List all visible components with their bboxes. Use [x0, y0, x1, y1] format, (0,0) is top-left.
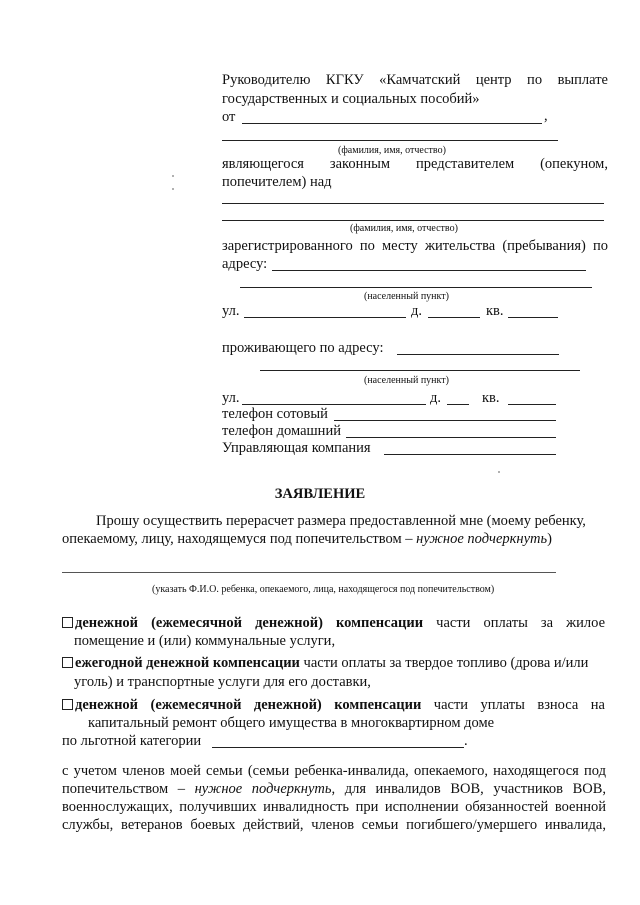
para-line-2: попечительством – нужное подчеркнуть, для инвалидов ВОВ, участников ВОВ,: [62, 781, 607, 797]
street-label-1: ул.: [222, 303, 240, 319]
representative-line-2: попечителем) над: [222, 174, 332, 190]
registration-locality-line[interactable]: [240, 287, 592, 288]
home-phone-label: телефон домашний: [222, 423, 341, 439]
house-label-2: д.: [430, 390, 442, 406]
flat-input-line-1[interactable]: [508, 317, 558, 318]
addressee-line-1: Руководителю КГКУ «Камчатский центр по выплате: [222, 72, 608, 88]
option-2-checkbox[interactable]: [62, 657, 73, 668]
option-2: ежегодной денежной компенсации части оплаты за твердое топливо (дрова и/или: [62, 655, 588, 672]
para-line-1: с учетом членов моей семьи (семьи ребенка-инвалида, опекаемого, находящегося под: [62, 763, 606, 779]
option-3: денежной (ежемесячной денежной) компенсации части уплаты взноса на: [62, 697, 606, 714]
para-line-4: службы, ветеранов боевых действий, членов семьи погибшего/умершего инвалида,: [62, 817, 606, 833]
registration-address-label: адресу:: [222, 256, 268, 272]
from-label: от: [222, 109, 236, 125]
from-comma: ,: [544, 108, 548, 124]
category-end: .: [464, 733, 468, 749]
representative-line-1: являющегося законным представителем (опекуном,: [222, 156, 608, 172]
living-address-label: проживающего по адресу:: [222, 340, 384, 356]
locality-caption-1: (населенный пункт): [364, 291, 449, 302]
para-line-3: военнослужащих, получивших инвалидность при исполнении обязанностей военной: [62, 799, 606, 815]
option-3-line-2: капитальный ремонт общего имущества в многоквартирном доме: [88, 715, 495, 731]
option-2-line-2: уголь) и транспортные услуги для его доставки,: [74, 674, 371, 690]
addressee-line-2: государственных и социальных пособий»: [222, 91, 480, 107]
from-input-line-2[interactable]: [222, 140, 558, 141]
category-input-line[interactable]: [212, 747, 464, 748]
scan-speck: [172, 175, 174, 177]
street-label-2: ул.: [222, 390, 240, 406]
mobile-phone-label: телефон сотовый: [222, 406, 328, 422]
house-input-line-2[interactable]: [447, 404, 469, 405]
category-label: по льготной категории: [62, 733, 202, 749]
registration-address-line[interactable]: [272, 270, 586, 271]
document-title: ЗАЯВЛЕНИЕ: [274, 486, 366, 502]
scan-speck: [498, 471, 500, 473]
child-caption: (указать Ф.И.О. ребенка, опекаемого, лица, находящегося под попечительством): [152, 584, 495, 595]
option-1: денежной (ежемесячной денежной) компенсации части оплаты за жилое: [62, 615, 606, 632]
house-input-line-1[interactable]: [428, 317, 480, 318]
management-company-label: Управляющая компания: [222, 440, 371, 456]
option-1-checkbox[interactable]: [62, 617, 73, 628]
option-1-line-2: помещение и (или) коммунальные услуги,: [74, 633, 336, 649]
option-3-checkbox[interactable]: [62, 699, 73, 710]
mobile-phone-line[interactable]: [334, 420, 556, 421]
street-input-line-2[interactable]: [242, 404, 426, 405]
living-address-line[interactable]: [397, 354, 559, 355]
fio-caption-2: (фамилия, имя, отчество): [350, 223, 458, 234]
scan-speck: [172, 188, 174, 190]
home-phone-line[interactable]: [346, 437, 556, 438]
flat-input-line-2[interactable]: [508, 404, 556, 405]
ward-input-line-2[interactable]: [222, 220, 604, 221]
locality-caption-2: (населенный пункт): [364, 375, 449, 386]
street-input-line-1[interactable]: [244, 317, 406, 318]
house-label-1: д.: [411, 303, 423, 319]
ward-input-line-1[interactable]: [222, 203, 604, 204]
child-name-line[interactable]: [62, 572, 556, 573]
living-locality-line[interactable]: [260, 370, 580, 371]
request-line-1: Прошу осуществить перерасчет размера предоставленной мне (моему ребенку,: [96, 513, 586, 529]
management-company-line[interactable]: [384, 454, 556, 455]
request-line-2: опекаемому, лицу, находящемуся под попечительством – нужное подчеркнуть): [62, 531, 552, 547]
from-input-line[interactable]: [242, 123, 542, 124]
fio-caption-1: (фамилия, имя, отчество): [338, 145, 446, 156]
registration-line-1: зарегистрированного по месту жительства (пребывания) по: [222, 238, 608, 254]
flat-label-2: кв.: [482, 390, 500, 406]
flat-label-1: кв.: [486, 303, 504, 319]
